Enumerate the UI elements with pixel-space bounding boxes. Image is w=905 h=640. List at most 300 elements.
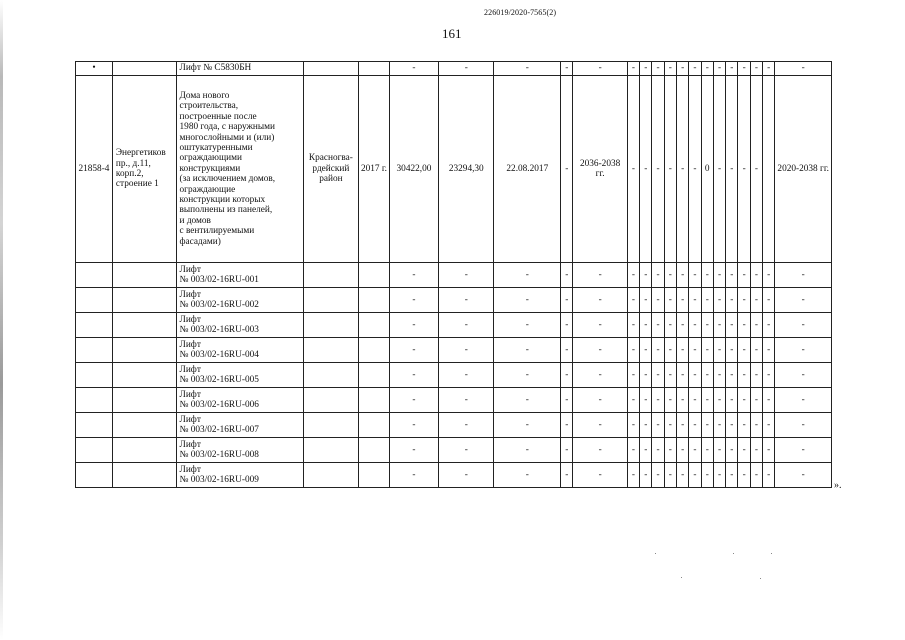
lift-label: Лифт (179, 439, 201, 450)
lift-number: № 003/02-16RU-006 (179, 400, 259, 410)
value-cell: - (652, 76, 664, 263)
value-cell: - (763, 438, 775, 463)
value-cell: - (640, 62, 652, 76)
address-cell (112, 388, 176, 413)
value-cell: - (701, 388, 713, 413)
description-line: оштукатуренными (179, 142, 253, 153)
value-cell: - (689, 438, 701, 463)
value-cell: - (494, 363, 561, 388)
description-line: выполнены из панелей, (179, 205, 273, 216)
value-cell: - (750, 438, 762, 463)
value-cell: - (726, 388, 738, 413)
address-cell (112, 363, 176, 388)
district-cell (303, 338, 358, 363)
value-cell: - (750, 463, 762, 488)
lift-label: Лифт (179, 414, 201, 425)
value-cell: - (664, 463, 676, 488)
value-cell: - (738, 313, 750, 338)
value-cell: - (439, 463, 494, 488)
value-cell: - (713, 338, 725, 363)
value-cell: - (573, 338, 627, 363)
value-cell: - (689, 338, 701, 363)
lift-name-cell (176, 288, 303, 313)
value-cell: 0 (701, 76, 713, 263)
value-cell: - (677, 413, 689, 438)
value-cell: - (389, 62, 438, 76)
value-cell: - (763, 263, 775, 288)
year-cell (359, 338, 390, 363)
value-cell: - (738, 338, 750, 363)
value-cell: - (701, 438, 713, 463)
value-cell: - (561, 338, 573, 363)
value-cell: - (701, 413, 713, 438)
year-cell (359, 62, 390, 76)
description-line: конструкциями (179, 163, 241, 174)
lift-number: № 003/02-16RU-009 (179, 475, 259, 485)
value-cell: - (763, 363, 775, 388)
value-cell: - (561, 438, 573, 463)
value-cell: - (775, 313, 832, 338)
value-cell: - (640, 363, 652, 388)
table-body (76, 62, 832, 488)
year-cell (359, 363, 390, 388)
description-line: ограждающими (179, 153, 242, 164)
district-cell (303, 463, 358, 488)
value-cell: - (494, 338, 561, 363)
lift-name-cell (176, 263, 303, 288)
value-cell: - (726, 76, 738, 263)
value-cell: - (561, 76, 573, 263)
address-cell (112, 413, 176, 438)
value-cell: - (713, 363, 725, 388)
table-row-lift (76, 388, 832, 413)
value-cell: - (750, 313, 762, 338)
value-cell: - (389, 338, 438, 363)
value-cell: - (775, 288, 832, 313)
value-cell: - (561, 263, 573, 288)
value-cell: - (726, 62, 738, 76)
value-cell: - (627, 438, 639, 463)
district-cell (303, 288, 358, 313)
description-line: строительства, (179, 101, 239, 112)
value-cell: - (701, 263, 713, 288)
lift-label: Лифт (179, 289, 201, 300)
address-cell: Энергетиков пр., д.11, корп.2, строение 1 (112, 76, 176, 263)
housing-register-table (75, 61, 832, 488)
value-cell: - (713, 288, 725, 313)
lift-name-cell (176, 413, 303, 438)
address-cell (112, 62, 176, 76)
value-cell: - (689, 363, 701, 388)
value-cell: - (726, 413, 738, 438)
value-cell: - (573, 62, 627, 76)
value-cell: - (627, 388, 639, 413)
value-cell: - (677, 62, 689, 76)
district-cell (303, 263, 358, 288)
lift-name-cell (176, 313, 303, 338)
lift-label: Лифт (179, 389, 201, 400)
value-cell: - (664, 413, 676, 438)
value-cell: - (561, 413, 573, 438)
value-cell: - (439, 62, 494, 76)
value-cell: - (689, 313, 701, 338)
value-cell: - (775, 363, 832, 388)
value-cell: - (573, 363, 627, 388)
value-cell: - (627, 338, 639, 363)
year-cell (359, 463, 390, 488)
value-cell: - (573, 438, 627, 463)
value-cell: - (439, 413, 494, 438)
value-cell: - (763, 288, 775, 313)
value-cell: - (775, 62, 832, 76)
value-cell: - (652, 338, 664, 363)
value-cell: - (627, 288, 639, 313)
value-cell: - (640, 288, 652, 313)
value-cell: - (738, 62, 750, 76)
district-cell (303, 388, 358, 413)
scan-speck (655, 553, 656, 554)
value-cell: - (664, 288, 676, 313)
value-cell: - (689, 413, 701, 438)
value-cell: - (652, 363, 664, 388)
value-cell: - (726, 438, 738, 463)
value-cell: - (652, 388, 664, 413)
table-row-lift (76, 363, 832, 388)
table-row-lift (76, 338, 832, 363)
value-cell: - (640, 313, 652, 338)
scan-speck (681, 577, 682, 578)
value-cell: - (494, 313, 561, 338)
value-cell: - (640, 463, 652, 488)
value-cell: - (713, 76, 725, 263)
description-line: многослойными и (или) (179, 132, 275, 143)
value-cell: - (738, 388, 750, 413)
value-cell: - (701, 313, 713, 338)
value-cell: - (664, 438, 676, 463)
scan-speck (760, 578, 761, 579)
value-cell: - (652, 62, 664, 76)
value-cell: - (701, 338, 713, 363)
value-cell: - (640, 438, 652, 463)
value-cell: - (561, 388, 573, 413)
address-cell (112, 263, 176, 288)
value-cell: - (573, 288, 627, 313)
lift-label: Лифт (179, 314, 201, 325)
value-cell: - (439, 388, 494, 413)
row-mark-cell (76, 313, 113, 338)
value-cell: - (627, 463, 639, 488)
description-line: ограждающие (179, 184, 236, 195)
value-cell: - (640, 388, 652, 413)
date-cell: 22.08.2017 (494, 76, 561, 263)
value-cell: - (763, 413, 775, 438)
value-cell: - (750, 288, 762, 313)
value-cell: - (750, 338, 762, 363)
value-cell: - (573, 463, 627, 488)
value-cell: - (494, 438, 561, 463)
value-cell: - (775, 263, 832, 288)
row-mark-cell (76, 413, 113, 438)
value-cell: - (775, 388, 832, 413)
value-cell: - (689, 62, 701, 76)
lift-label: Лифт (179, 364, 201, 375)
total-area-cell: 30422,00 (389, 76, 438, 263)
row-mark-cell: • (76, 62, 113, 76)
row-mark-cell (76, 438, 113, 463)
value-cell: - (561, 62, 573, 76)
description-line: конструкции которых (179, 195, 266, 206)
value-cell: - (573, 388, 627, 413)
value-cell: - (750, 76, 762, 263)
value-cell: - (664, 338, 676, 363)
value-cell: - (713, 463, 725, 488)
row-mark-cell (76, 263, 113, 288)
value-cell: - (775, 438, 832, 463)
value-cell: - (763, 388, 775, 413)
value-cell: - (713, 438, 725, 463)
table-row-lift (76, 438, 832, 463)
value-cell: - (763, 463, 775, 488)
description-line: 1980 года, с наружными (179, 122, 276, 133)
value-cell: - (664, 263, 676, 288)
address-cell (112, 288, 176, 313)
description-line: фасадами) (179, 236, 221, 247)
year-cell (359, 388, 390, 413)
building-id-cell: 21858-4 (76, 76, 113, 263)
scan-speck (733, 553, 734, 554)
description-line: построенные после (179, 111, 257, 122)
year-cell (359, 438, 390, 463)
value-cell: - (713, 62, 725, 76)
value-cell: - (627, 76, 639, 263)
value-cell: - (738, 438, 750, 463)
value-cell: - (775, 338, 832, 363)
value-cell: - (439, 263, 494, 288)
value-cell: - (738, 463, 750, 488)
value-cell: - (664, 388, 676, 413)
district-cell (303, 313, 358, 338)
description-line: Дома нового (179, 90, 230, 101)
value-cell: - (494, 62, 561, 76)
district-cell: Красногва-рдейский район (303, 76, 358, 263)
value-cell: - (750, 62, 762, 76)
value-cell: - (627, 263, 639, 288)
value-cell: - (738, 413, 750, 438)
value-cell: - (640, 263, 652, 288)
value-cell: - (389, 388, 438, 413)
closing-quote-mark: ». (834, 480, 842, 491)
year-cell: 2017 г. (359, 76, 390, 263)
value-cell: - (494, 463, 561, 488)
value-cell: - (494, 413, 561, 438)
lift-number: № 003/02-16RU-007 (179, 425, 259, 435)
row-mark-cell (76, 463, 113, 488)
value-cell: - (389, 363, 438, 388)
value-cell: - (627, 363, 639, 388)
value-cell: - (664, 313, 676, 338)
value-cell: - (561, 463, 573, 488)
value-cell: - (763, 313, 775, 338)
value-cell: - (726, 263, 738, 288)
value-cell: - (627, 313, 639, 338)
value-cell: - (494, 263, 561, 288)
lift-label: Лифт (179, 339, 201, 350)
value-cell: - (738, 76, 750, 263)
lift-name-cell (176, 363, 303, 388)
lift-label: Лифт (179, 464, 201, 475)
value-cell: - (738, 263, 750, 288)
value-cell: - (439, 363, 494, 388)
value-cell: - (561, 363, 573, 388)
value-cell: - (689, 76, 701, 263)
lift-number: № 003/02-16RU-003 (179, 325, 259, 335)
value-cell: - (439, 438, 494, 463)
table-row-lift (76, 413, 832, 438)
value-cell: - (677, 288, 689, 313)
value-cell: - (573, 413, 627, 438)
lift-number: № 003/02-16RU-008 (179, 450, 259, 460)
value-cell: - (389, 463, 438, 488)
value-cell: - (627, 62, 639, 76)
value-cell: - (561, 313, 573, 338)
value-cell: - (664, 363, 676, 388)
value-cell: - (689, 263, 701, 288)
value-cell: - (627, 413, 639, 438)
value-cell: - (389, 288, 438, 313)
lift-number: № 003/02-16RU-002 (179, 300, 259, 310)
value-cell: - (677, 338, 689, 363)
value-cell: - (652, 313, 664, 338)
value-cell: - (494, 288, 561, 313)
building-type-description-cell (176, 76, 303, 263)
lift-name-cell (176, 338, 303, 363)
year-cell (359, 263, 390, 288)
value-cell: - (389, 263, 438, 288)
value-cell: - (677, 363, 689, 388)
page-number: 161 (442, 26, 462, 41)
value-cell: - (640, 76, 652, 263)
value-cell: - (640, 338, 652, 363)
value-cell: - (763, 338, 775, 363)
value-cell: - (573, 263, 627, 288)
value-cell: - (726, 463, 738, 488)
value-cell: - (726, 288, 738, 313)
value-cell: - (701, 363, 713, 388)
row-mark-cell (76, 363, 113, 388)
value-cell: - (389, 413, 438, 438)
value-cell: - (652, 413, 664, 438)
value-cell: - (701, 62, 713, 76)
scan-speck (771, 553, 772, 554)
row-mark-cell (76, 388, 113, 413)
table-row-lift (76, 313, 832, 338)
district-cell (303, 438, 358, 463)
value-cell: - (561, 288, 573, 313)
lift-name-cell (176, 438, 303, 463)
value-cell: - (689, 288, 701, 313)
living-area-cell: 23294,30 (439, 76, 494, 263)
description-line: с вентилируемыми (179, 226, 255, 237)
value-cell: - (689, 463, 701, 488)
value-cell: - (652, 438, 664, 463)
value-cell: - (389, 438, 438, 463)
lift-label: Лифт (179, 264, 201, 275)
value-cell: - (439, 313, 494, 338)
row-mark-cell (76, 288, 113, 313)
district-cell (303, 363, 358, 388)
value-cell: - (750, 388, 762, 413)
value-cell (763, 76, 775, 263)
value-cell: - (677, 263, 689, 288)
value-cell: - (439, 288, 494, 313)
address-cell (112, 438, 176, 463)
value-cell: - (775, 463, 832, 488)
value-cell: - (652, 288, 664, 313)
address-cell (112, 338, 176, 363)
value-cell: - (677, 313, 689, 338)
value-cell: - (713, 263, 725, 288)
value-cell: - (573, 313, 627, 338)
value-cell: - (738, 288, 750, 313)
value-cell: - (701, 288, 713, 313)
value-cell: - (689, 388, 701, 413)
description-line: (за исключением домов, (179, 174, 276, 185)
value-cell: - (713, 388, 725, 413)
value-cell: - (677, 438, 689, 463)
lift-number: № 003/02-16RU-001 (179, 275, 259, 285)
value-cell: - (726, 363, 738, 388)
value-cell: - (750, 363, 762, 388)
value-cell: - (738, 363, 750, 388)
value-cell: - (775, 413, 832, 438)
repair-period-cell: 2036-2038 гг. (573, 76, 627, 263)
value-cell: - (763, 62, 775, 76)
table-row-lift (76, 288, 832, 313)
lift-name-cell: Лифт № С5830БН (176, 62, 303, 76)
value-cell: - (640, 413, 652, 438)
table-row-lift (76, 263, 832, 288)
value-cell: - (677, 388, 689, 413)
description-line: и домов (179, 215, 211, 226)
district-cell (303, 62, 358, 76)
table-row-building (76, 76, 832, 263)
lift-name-cell (176, 463, 303, 488)
district-cell (303, 413, 358, 438)
scan-edge-shadow (0, 0, 3, 640)
year-cell (359, 313, 390, 338)
row-mark-cell (76, 338, 113, 363)
address-cell (112, 463, 176, 488)
address-cell (112, 313, 176, 338)
lift-number: № 003/02-16RU-005 (179, 375, 259, 385)
value-cell: - (726, 313, 738, 338)
value-cell: - (713, 413, 725, 438)
value-cell: - (439, 338, 494, 363)
year-cell (359, 413, 390, 438)
value-cell: - (677, 463, 689, 488)
value-cell: - (750, 263, 762, 288)
value-cell: - (701, 463, 713, 488)
value-cell: - (713, 313, 725, 338)
value-cell: - (664, 62, 676, 76)
repair-period-cell: 2020-2038 гг. (775, 76, 832, 263)
value-cell: - (677, 76, 689, 263)
document-reference: 226019/2020-7565(2) (484, 8, 557, 17)
value-cell: - (750, 413, 762, 438)
value-cell: - (726, 338, 738, 363)
value-cell: - (652, 263, 664, 288)
value-cell: - (664, 76, 676, 263)
